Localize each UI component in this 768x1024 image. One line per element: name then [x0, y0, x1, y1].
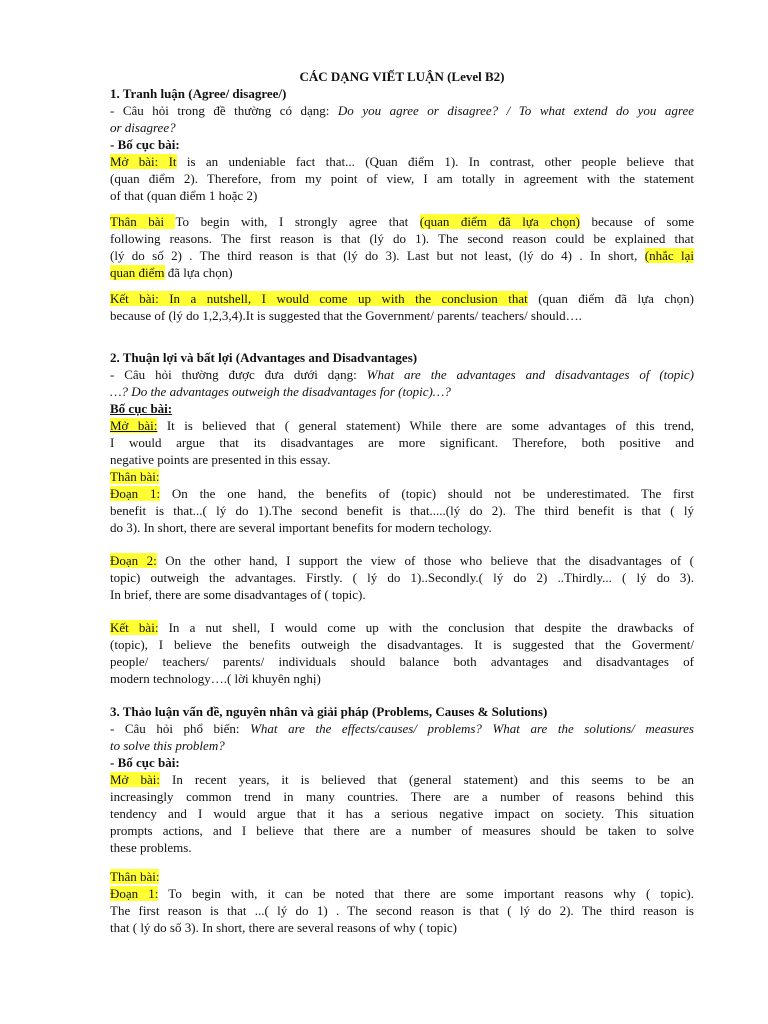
document-title: CÁC DẠNG VIẾT LUẬN (Level B2) [299, 69, 505, 84]
section-2-conclusion-line-3: people/ teachers/ parents/ individuals should balance both advantages and disadvantages of [110, 654, 694, 669]
conclusion-highlight: Kết bài: [110, 620, 159, 635]
section-2-question-line-1: - Câu hỏi thường được đưa dưới dạng: What are the advantages and disadvantages of (topic) [110, 367, 694, 382]
section-3-heading: 3. Thảo luận vấn đề, nguyên nhân và giải pháp (Problems, Causes & Solutions) [110, 704, 548, 719]
section-3-intro-line-4: prompts actions, and I believe that there are a number of measures should be taken to solve [110, 823, 694, 838]
section-1-body-line-2: following reasons. The first reason is that (lý do 1). The second reason could be explained that [110, 231, 694, 246]
section-3-intro-line-5: these problems. [110, 840, 192, 855]
intro-highlight: Mở bài: [110, 772, 160, 787]
section-2-intro-line-2: I would argue that its disadvantages are more significant. Therefore, both positive and [110, 435, 694, 450]
section-2-para2-line-3: In brief, there are some disadvantages of ( topic). [110, 587, 366, 602]
section-3-intro-line-1: Mở bài: In recent years, it is believed that (general statement) and this seems to be an [110, 772, 694, 787]
section-3-question-line-2: to solve this problem? [110, 738, 225, 753]
section-2-para1-line-2: benefit is that...( lý do 1).The second benefit is that.....(lý do 2). The third benefit is that ( lý [110, 503, 694, 518]
section-2-para1-line-3: do 3). In short, there are several important benefits for modern techology. [110, 520, 492, 535]
section-2-para1-line-1: Đoạn 1: On the one hand, the benefits of (topic) should not be underestimated. The first [110, 486, 694, 501]
section-1-layout-label: - Bố cục bài: [110, 137, 180, 152]
restate-highlight-2: quan điểm [110, 265, 165, 280]
section-3-para1-line-1: Đoạn 1: To begin with, it can be noted that there are some important reasons why ( topic). [110, 886, 694, 901]
para2-highlight: Đoạn 2: [110, 553, 157, 568]
section-1-intro-line-1: Mở bài: It is an undeniable fact that... (Quan điểm 1). In contrast, other people believe that [110, 154, 694, 169]
section-3-question-line-1: - Câu hỏi phổ biến: What are the effects/causes/ problems? What are the solutions/ measures [110, 721, 694, 736]
para1-highlight: Đoạn 1: [110, 886, 159, 901]
section-1-heading: 1. Tranh luận (Agree/ disagree/) [110, 86, 287, 101]
conclusion-highlight: Kết bài: In a nutshell, I would come up with the conclusion that [110, 291, 528, 306]
section-1-question-line-2: or disagree? [110, 120, 176, 135]
body-highlight: Thân bài [110, 214, 176, 229]
section-1-conclusion-line-2: because of (lý do 1,2,3,4).It is suggested that the Government/ parents/ teachers/ should…. [110, 308, 582, 323]
opinion-highlight: (quan điểm đã lựa chọn) [419, 214, 580, 229]
section-2-layout-label: Bố cục bài: [110, 401, 173, 416]
section-1-intro-line-2: (quan điểm 2). Therefore, from my point of view, I am totally in agreement with the statement [110, 171, 694, 186]
section-1-question-line-1: - Câu hỏi trong đề thường có dạng: Do you agree or disagree? / To what extend do you agree [110, 103, 694, 118]
intro-highlight: Mở bài: [110, 418, 158, 433]
section-1-conclusion-line-1: Kết bài: In a nutshell, I would come up with the conclusion that (quan điểm đã lựa chọn) [110, 291, 695, 306]
intro-highlight: Mở bài: It [110, 154, 177, 169]
section-2-conclusion-line-1: Kết bài: In a nut shell, I would come up with the conclusion that despite the drawbacks of [110, 620, 694, 635]
section-3-body-label: Thân bài: [110, 869, 160, 884]
section-3-intro-line-3: tendency and I would argue that it has a serious negative impact on society. This situation [110, 806, 694, 821]
restate-highlight: (nhắc lại [644, 248, 694, 263]
section-3-para1-line-2: The first reason is that ...( lý do 1) . The second reason is that ( lý do 2). The third reason is [110, 903, 694, 918]
section-1-body-line-3: (lý do số 2) . The third reason is that (lý do 3). Last but not least, (lý do 4) . In short, (nhắc lại [110, 248, 694, 263]
section-2-body-label: Thân bài: [110, 469, 160, 484]
section-2-intro-line-3: negative points are presented in this essay. [110, 452, 331, 467]
para1-highlight: Đoạn 1: [110, 486, 161, 501]
section-1-body-line-1: Thân bài To begin with, I strongly agree that (quan điểm đã lựa chọn) because of some [110, 214, 694, 229]
section-2-conclusion-line-2: (topic), I believe the benefits outweigh the disadvantages. It is suggested that the Goverment/ [110, 637, 694, 652]
section-3-para1-line-3: that ( lý do số 3). In short, there are several reasons of why ( topic) [110, 920, 457, 935]
section-2-para2-line-2: topic) outweigh the advantages. Firstly. ( lý do 1)..Secondly.( lý do 2) ..Thirdly... ( lý do 3). [110, 570, 694, 585]
section-1-intro-line-3: of that (quan điểm 1 hoặc 2) [110, 188, 258, 203]
section-2-para2-line-1: Đoạn 2: On the other hand, I support the view of those who believe that the disadvantages of ( [110, 553, 694, 568]
section-2-question-line-2: …? Do the advantages outweigh the disadvantages for (topic)…? [110, 384, 451, 399]
section-3-intro-line-2: increasingly common trend in many countries. There are a number of reasons behind this [110, 789, 694, 804]
section-2-intro-line-1: Mở bài: It is believed that ( general statement) While there are some advantages of this trend, [110, 418, 694, 433]
section-2-heading: 2. Thuận lợi và bất lợi (Advantages and Disadvantages) [110, 350, 418, 365]
section-2-conclusion-line-4: modern technology….( lời khuyên nghị) [110, 671, 321, 686]
section-1-body-line-4: quan điểm đã lựa chọn) [110, 265, 233, 280]
section-3-layout-label: - Bố cục bài: [110, 755, 180, 770]
